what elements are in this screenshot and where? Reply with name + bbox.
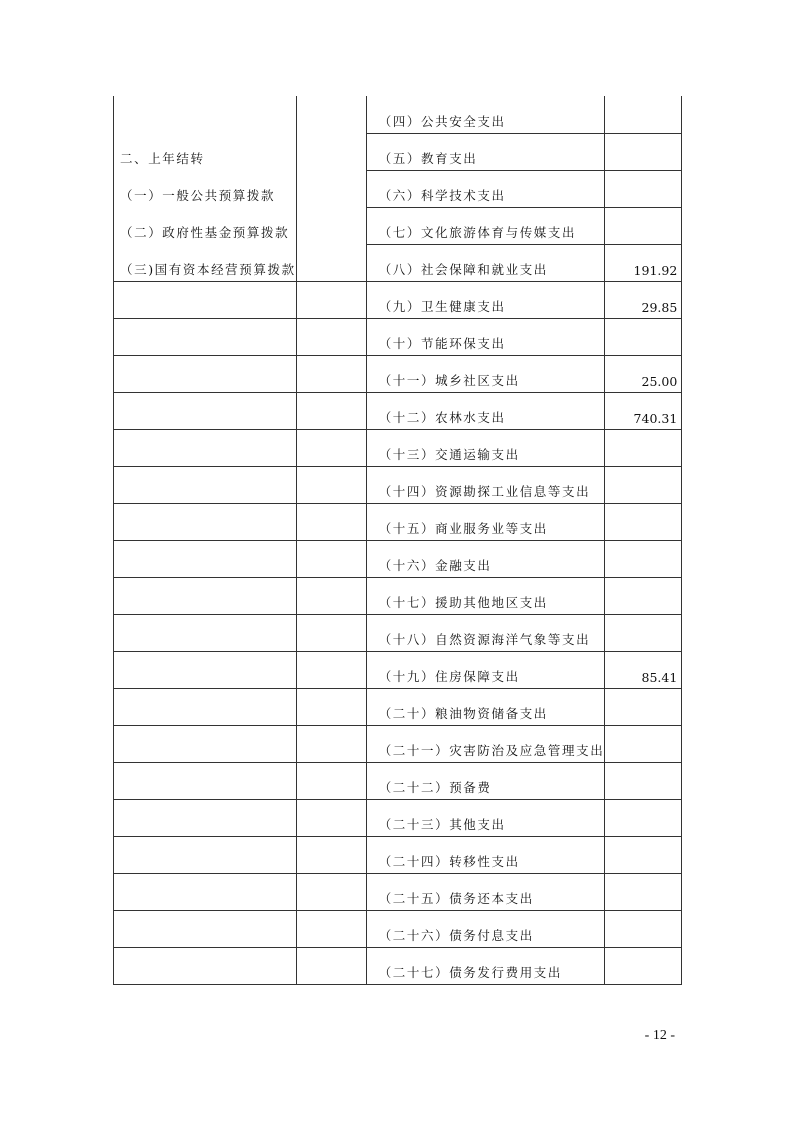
expenditure-amount-cell (605, 503, 682, 540)
expenditure-category-cell: （二十）粮油物资储备支出 (366, 688, 605, 725)
income-amount-cell (296, 873, 366, 910)
income-item-cell (114, 540, 297, 577)
expenditure-category-cell: （十九）住房保障支出 (366, 651, 605, 688)
expenditure-category-cell: （十六）金融支出 (366, 540, 605, 577)
income-amount-cell (296, 540, 366, 577)
income-item-cell (114, 873, 297, 910)
expenditure-amount-cell (605, 947, 682, 984)
income-amount-cell (296, 466, 366, 503)
table-row (114, 392, 682, 429)
income-item-cell (114, 762, 297, 799)
income-item-cell (114, 614, 297, 651)
income-item-cell (114, 836, 297, 873)
expenditure-amount-cell: 191.92 (605, 244, 682, 281)
income-amount-cell (296, 429, 366, 466)
expenditure-amount-cell (605, 910, 682, 947)
income-amount-cell (296, 910, 366, 947)
expenditure-category-cell: （四）公共安全支出 (366, 96, 605, 133)
expenditure-category-cell: （六）科学技术支出 (366, 170, 605, 207)
expenditure-amount-cell (605, 725, 682, 762)
income-amount-cell (296, 318, 366, 355)
income-item-cell (114, 910, 297, 947)
expenditure-category-cell: （五）教育支出 (366, 133, 605, 170)
income-amount-cell (296, 281, 366, 318)
income-amount-cell (296, 355, 366, 392)
income-amount-cell (296, 725, 366, 762)
income-amount-cell (296, 836, 366, 873)
income-amount-cell (296, 577, 366, 614)
income-amount-cell (296, 799, 366, 836)
expenditure-category-cell: （十）节能环保支出 (366, 318, 605, 355)
expenditure-amount-cell (605, 688, 682, 725)
income-item-cell: （三)国有资本经营预算拨款 (114, 244, 297, 281)
expenditure-category-cell: （九）卫生健康支出 (366, 281, 605, 318)
budget-table (113, 96, 682, 985)
income-item-cell (114, 688, 297, 725)
income-item-cell (114, 947, 297, 984)
table-body (114, 96, 682, 984)
income-item-cell: （一）一般公共预算拨款 (114, 170, 297, 207)
income-item-cell: （二）政府性基金预算拨款 (114, 207, 297, 244)
income-item-cell (114, 466, 297, 503)
table-row (114, 614, 682, 651)
table-row (114, 836, 682, 873)
expenditure-category-cell: （二十五）债务还本支出 (366, 873, 605, 910)
table-row (114, 244, 682, 281)
expenditure-amount-cell (605, 170, 682, 207)
income-amount-cell (296, 392, 366, 429)
income-amount-cell (296, 207, 366, 244)
income-item-cell (114, 96, 297, 133)
expenditure-amount-cell (605, 540, 682, 577)
expenditure-category-cell: （十七）援助其他地区支出 (366, 577, 605, 614)
page-number: - 12 - (644, 1028, 675, 1043)
table-row (114, 540, 682, 577)
expenditure-category-cell: （十二）农林水支出 (366, 392, 605, 429)
income-item-cell (114, 281, 297, 318)
expenditure-category-cell: （十三）交通运输支出 (366, 429, 605, 466)
expenditure-amount-cell (605, 466, 682, 503)
expenditure-amount-cell: 25.00 (605, 355, 682, 392)
expenditure-category-cell: （二十一）灾害防治及应急管理支出 (366, 725, 605, 762)
table-row (114, 281, 682, 318)
income-amount-cell (296, 96, 366, 133)
table-row (114, 947, 682, 984)
expenditure-amount-cell: 85.41 (605, 651, 682, 688)
table-row (114, 762, 682, 799)
income-amount-cell (296, 651, 366, 688)
table-row (114, 429, 682, 466)
table-row (114, 96, 682, 133)
income-amount-cell (296, 947, 366, 984)
income-item-cell (114, 725, 297, 762)
income-item-cell (114, 392, 297, 429)
table-row (114, 466, 682, 503)
income-item-cell (114, 429, 297, 466)
expenditure-category-cell: （二十七）债务发行费用支出 (366, 947, 605, 984)
income-item-cell (114, 318, 297, 355)
table-row (114, 318, 682, 355)
table-row (114, 799, 682, 836)
expenditure-amount-cell (605, 429, 682, 466)
expenditure-category-cell: （八）社会保障和就业支出 (366, 244, 605, 281)
income-amount-cell (296, 614, 366, 651)
income-item-cell (114, 355, 297, 392)
income-amount-cell (296, 244, 366, 281)
expenditure-category-cell: （二十六）债务付息支出 (366, 910, 605, 947)
expenditure-category-cell: （十四）资源勘探工业信息等支出 (366, 466, 605, 503)
expenditure-amount-cell (605, 614, 682, 651)
table-row (114, 688, 682, 725)
income-item-cell (114, 799, 297, 836)
expenditure-amount-cell (605, 318, 682, 355)
table-row (114, 503, 682, 540)
table-row (114, 355, 682, 392)
income-amount-cell (296, 133, 366, 170)
income-amount-cell (296, 170, 366, 207)
expenditure-amount-cell (605, 577, 682, 614)
expenditure-amount-cell (605, 873, 682, 910)
table-row (114, 873, 682, 910)
expenditure-category-cell: （十五）商业服务业等支出 (366, 503, 605, 540)
expenditure-amount-cell: 740.31 (605, 392, 682, 429)
expenditure-category-cell: （十八）自然资源海洋气象等支出 (366, 614, 605, 651)
expenditure-amount-cell (605, 799, 682, 836)
income-item-cell (114, 503, 297, 540)
expenditure-amount-cell: 29.85 (605, 281, 682, 318)
expenditure-category-cell: （十一）城乡社区支出 (366, 355, 605, 392)
expenditure-amount-cell (605, 96, 682, 133)
income-item-cell (114, 577, 297, 614)
table-row (114, 651, 682, 688)
table-row (114, 133, 682, 170)
expenditure-category-cell: （二十四）转移性支出 (366, 836, 605, 873)
table-row (114, 207, 682, 244)
income-item-cell: 二、上年结转 (114, 133, 297, 170)
income-amount-cell (296, 762, 366, 799)
expenditure-category-cell: （七）文化旅游体育与传媒支出 (366, 207, 605, 244)
expenditure-amount-cell (605, 836, 682, 873)
income-item-cell (114, 651, 297, 688)
table-row (114, 725, 682, 762)
table-row (114, 170, 682, 207)
income-amount-cell (296, 503, 366, 540)
expenditure-amount-cell (605, 762, 682, 799)
table-row (114, 910, 682, 947)
table-row (114, 577, 682, 614)
expenditure-amount-cell (605, 207, 682, 244)
expenditure-amount-cell (605, 133, 682, 170)
income-amount-cell (296, 688, 366, 725)
expenditure-category-cell: （二十三）其他支出 (366, 799, 605, 836)
expenditure-category-cell: （二十二）预备费 (366, 762, 605, 799)
